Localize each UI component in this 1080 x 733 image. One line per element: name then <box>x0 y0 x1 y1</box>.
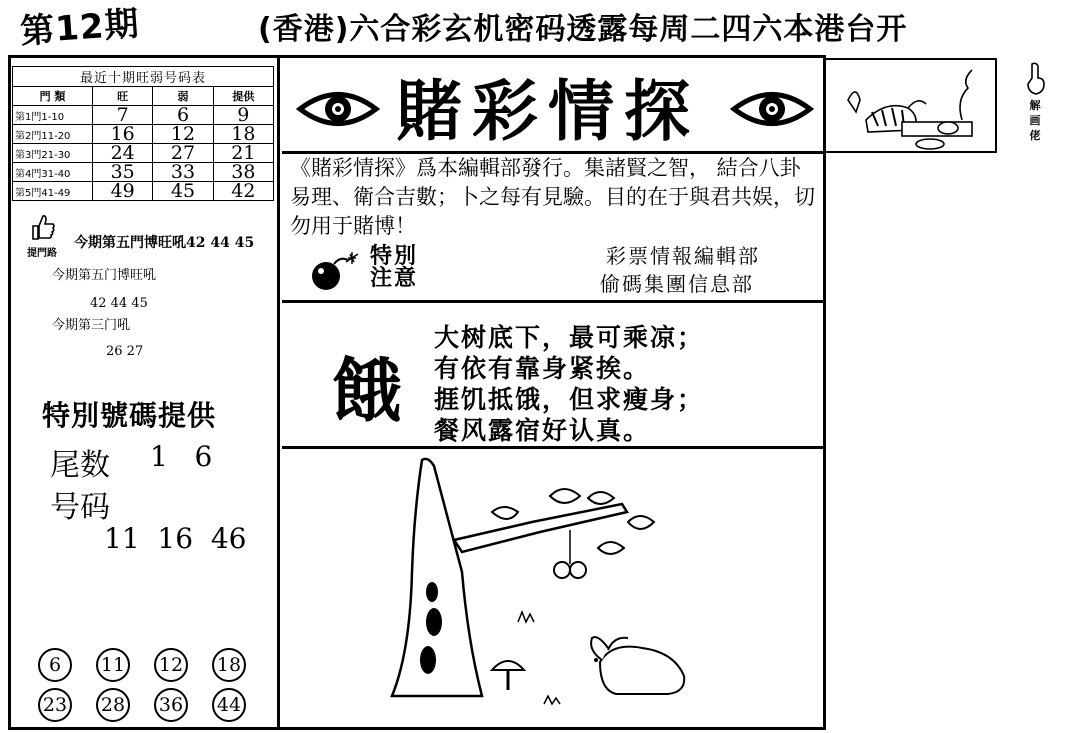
table-row <box>13 163 274 182</box>
thumbs-up-icon <box>22 212 62 260</box>
tip-line-3: 今期第三门吼 <box>52 318 131 333</box>
tail-values: 1 6 <box>150 440 213 473</box>
tip-line-3-numbers: 26 27 <box>106 344 144 359</box>
tip-line: 今期第五門博旺吼42 44 45 <box>74 235 255 251</box>
intro-text: 《賭彩情探》爲本編輯部發行。集諸賢之智， 結合八卦易理、衛合吉數；卜之每有見驗。目的在于與君共娱，切勿用于賭博！ <box>290 156 815 238</box>
number-values: 11 16 46 <box>104 522 247 555</box>
tree-rabbit-illustration <box>282 452 825 728</box>
cell: 49 <box>93 182 153 201</box>
logo-title: 賭彩情探 <box>396 72 700 150</box>
tip-icon-label: 提門路 <box>27 248 57 259</box>
bomb-icon <box>308 250 364 294</box>
number-ball: 6 <box>38 648 72 682</box>
row-label: 第5門41-49 <box>13 182 93 201</box>
number-label: 号码 <box>50 490 110 525</box>
cell: 16 <box>93 125 153 144</box>
hand-icon <box>27 212 57 242</box>
cartoon-box <box>826 58 997 153</box>
stats-caption: 最近十期旺弱号码表 <box>13 67 274 87</box>
row-label: 第1門1-10 <box>13 106 93 125</box>
table-row <box>13 106 274 125</box>
pointing-hand-icon <box>1024 62 1048 96</box>
poem-line: 大树底下，最可乘凉； <box>434 323 705 352</box>
cell: 18 <box>213 125 273 144</box>
row-label: 第3門21-30 <box>13 144 93 163</box>
dept-2: 偷碼集團信息部 <box>600 272 754 296</box>
number-ball: 11 <box>96 648 130 682</box>
special-title: 特別號碼提供 <box>42 399 217 432</box>
number-ball: 36 <box>154 688 188 722</box>
number-ball: 44 <box>212 688 246 722</box>
col-header: 弱 <box>153 87 213 106</box>
cell: 38 <box>213 163 273 182</box>
warning-label: 特別注意 <box>370 244 419 291</box>
poem-line: 有依有靠身紧挨。 <box>434 354 651 383</box>
cell: 6 <box>153 106 213 125</box>
cell: 33 <box>153 163 213 182</box>
dept-1: 彩票情報編輯部 <box>606 244 760 268</box>
number-ball: 23 <box>38 688 72 722</box>
poem-line: 餐风露宿好认真。 <box>434 416 651 445</box>
issue-number: 第12期 <box>18 3 141 53</box>
cell: 7 <box>93 106 153 125</box>
tip-line-2: 今期第五门博旺吼 <box>52 268 157 283</box>
eye-icon <box>296 86 380 132</box>
row-label: 第4門31-40 <box>13 163 93 182</box>
number-ball: 18 <box>212 648 246 682</box>
side-note: 解画佬 <box>1029 99 1041 142</box>
col-header: 提供 <box>213 87 273 106</box>
tail-label: 尾数 <box>50 448 110 483</box>
page-headline: (香港)六合彩玄机密码透露每周二四六本港台开 <box>258 12 908 47</box>
cell: 42 <box>213 182 273 201</box>
table-row <box>13 182 274 201</box>
row-label: 第2門11-20 <box>13 125 93 144</box>
stats-table <box>12 66 274 201</box>
cell: 45 <box>153 182 213 201</box>
eye-icon <box>730 86 814 132</box>
tip-line-2-numbers: 42 44 45 <box>90 296 148 311</box>
hunger-character: 餓 <box>332 349 402 432</box>
cell: 24 <box>93 144 153 163</box>
poem-line: 捱饥抵饿，但求瘦身； <box>434 385 705 414</box>
col-header: 旺 <box>93 87 153 106</box>
table-row <box>13 125 274 144</box>
cell: 21 <box>213 144 273 163</box>
cell: 27 <box>153 144 213 163</box>
cell: 35 <box>93 163 153 182</box>
poem <box>434 322 704 446</box>
cell: 12 <box>153 125 213 144</box>
cell: 9 <box>213 106 273 125</box>
table-row <box>13 144 274 163</box>
number-ball: 12 <box>154 648 188 682</box>
cartoon-illustration <box>826 60 994 152</box>
number-ball: 28 <box>96 688 130 722</box>
col-header: 門 類 <box>13 87 93 106</box>
